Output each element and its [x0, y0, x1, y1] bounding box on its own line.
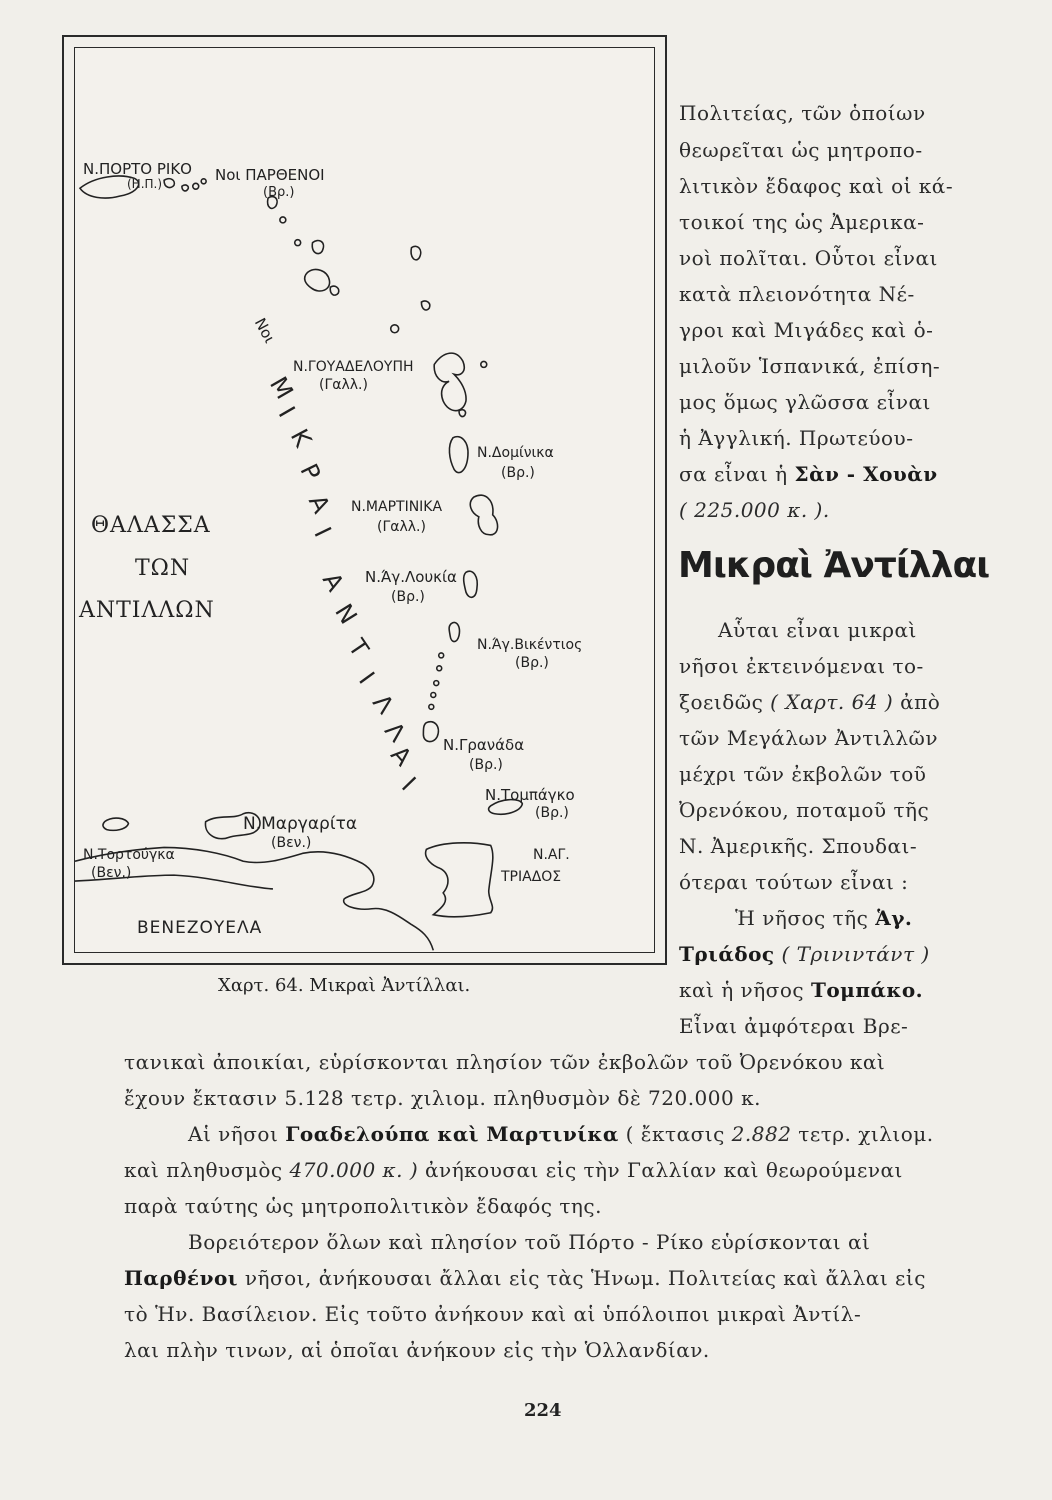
label-dominica-sub: (Βρ.): [501, 465, 535, 481]
label-porto-rico: Ν.ΠΟΡΤΟ ΡΙΚΟ: [83, 160, 192, 178]
text-line: [188, 1124, 934, 1144]
label-ag-loukia-sub: (Βρ.): [391, 589, 425, 605]
arc-letter: Ρ: [294, 459, 327, 485]
island-grenada: [423, 722, 438, 742]
label-sea-1: ΘΑΛΑΣΣΑ: [91, 513, 211, 538]
label-tortouga-sub: (Βεν.): [91, 865, 132, 881]
arc-letter: Α: [316, 567, 350, 597]
arc-letter: Τ: [342, 634, 375, 662]
text-line: κατὰ πλειονότητα Νέ-: [679, 282, 915, 306]
island-st-vincent: [449, 622, 459, 641]
capital-san-juan: Σὰν - Χουὰν: [794, 462, 938, 486]
text-line: παρὰ ταύτης ὡς μητροπολιτικὸν ἔδαφός της.: [124, 1194, 602, 1218]
text-line: μος ὅμως γλῶσσα εἶναι: [679, 390, 931, 414]
arc-letter: Ι: [308, 522, 337, 542]
text-span: καὶ πληθυσμὸς: [124, 1158, 283, 1182]
arc-letter: Λ: [379, 716, 412, 748]
text-line: [679, 944, 930, 964]
italic-number: 2.882: [731, 1122, 792, 1146]
map-caption: Χαρτ. 64. Μικραὶ Ἀντίλλαι.: [218, 975, 471, 996]
text-line: Εἶναι ἀμφότεραι Βρε-: [679, 1014, 909, 1038]
text-line: [124, 1268, 926, 1288]
map-area: [74, 47, 655, 953]
italic-number: 470.000 κ. ): [289, 1158, 419, 1182]
text-span: σα εἶναι ἡ: [679, 462, 788, 486]
text-line: γροι καὶ Μιγάδες καὶ ὁ-: [679, 318, 934, 342]
text-line: τοικοί της ὡς Ἀμερικα-: [679, 210, 925, 234]
arc-letter: Κ: [284, 424, 317, 452]
arc-letter: Α: [303, 490, 336, 518]
label-gouadeloupi: Ν.ΓΟΥΑΔΕΛΟΥΠΗ: [293, 359, 414, 375]
map-ref: ( Χαρτ. 64 ): [770, 690, 894, 714]
text-line: Ὀρενόκου, ποταμοῦ τῆς: [679, 798, 930, 822]
island-guadeloupe: [434, 353, 466, 411]
label-trinidad-sub: ΤΡΙΑΔΟΣ: [501, 869, 562, 885]
label-ag-vikentios: Ν.Άγ.Βικέντιος: [477, 637, 583, 653]
text-line: Πολιτείας, τῶν ὁποίων: [679, 101, 926, 125]
text-line: μέχρι τῶν ἐκβολῶν τοῦ: [679, 762, 927, 786]
label-ag-vikentios-sub: (Βρ.): [515, 655, 549, 671]
label-granada: Ν.Γρανάδα: [443, 736, 525, 754]
text-line: [679, 980, 923, 1000]
bold-term: Γοαδελούπα καὶ Μαρτινίκα: [285, 1122, 619, 1146]
arc-letter: Λ: [367, 688, 400, 720]
text-line: Βορειότερον ὅλων καὶ πλησίον τοῦ Πόρτο - Ρίκο εὑρίσκονται αἱ: [188, 1230, 871, 1254]
text-line: τανικαὶ ἀποικίαι, εὑρίσκονται πλησίον τῶν ἐκβολῶν τοῦ Ὀρενόκου καὶ: [124, 1050, 886, 1074]
island-antigua-group: [305, 270, 330, 291]
label-parthenoi-sub: (Βρ.): [263, 185, 295, 200]
label-nesoi: Νοι: [250, 315, 279, 347]
text-line: [735, 908, 912, 928]
arc-letter: Α: [385, 740, 418, 772]
label-martinika: Ν.ΜΑΡΤΙΝΙΚΑ: [351, 499, 443, 515]
text-line: μιλοῦν Ἱσπανικά, ἐπίση-: [679, 354, 941, 378]
text-line: τὸ Ἡν. Βασίλειον. Εἰς τοῦτο ἀνήκουν καὶ αἱ ὑπόλοιποι μικραὶ Ἀντίλ-: [124, 1302, 862, 1326]
text-span: νῆσοι, ἀνήκουσαι ἄλλαι εἰς τὰς Ἡνωμ. Πολιτείας καὶ ἄλλαι εἰς: [244, 1266, 926, 1290]
text-line: Αὗται εἶναι μικραὶ: [718, 618, 917, 642]
island-st-lucia: [464, 571, 478, 597]
island-martinique: [470, 495, 497, 535]
text-line: Ν. Ἀμερικῆς. Σπουδαι-: [679, 834, 918, 858]
text-span: τετρ. χιλιομ.: [798, 1122, 934, 1146]
text-line: [679, 464, 938, 484]
text-line: [679, 500, 830, 520]
text-line: ἡ Ἀγγλική. Πρωτεύου-: [679, 426, 914, 450]
arc-letter: Ν: [329, 598, 363, 630]
section-heading: Μικραὶ Ἀντίλλαι: [678, 545, 990, 586]
arc-letter: Μ: [264, 372, 299, 404]
text-line: λαι πλὴν τινων, αἱ ὁποῖαι ἀνήκουν εἰς τὴν Ὁλλανδίαν.: [124, 1338, 710, 1362]
text-line: νῆσοι ἐκτεινόμεναι το-: [679, 654, 924, 678]
island-virgin: [164, 179, 174, 188]
label-margarita-sub: (Βεν.): [271, 835, 312, 851]
label-tortouga: Ν.Τορτούγκα: [83, 847, 175, 863]
label-parthenoi: Νοι ΠΑΡΘΕΝΟΙ: [215, 166, 325, 184]
text-line: λιτικὸν ἔδαφος καὶ οἱ κά-: [679, 174, 954, 198]
bold-term: Τομπάκο.: [810, 978, 924, 1002]
map-figure: [62, 35, 667, 965]
label-trinidad: Ν.ΑΓ.: [533, 847, 570, 863]
text-span: καὶ ἡ νῆσος: [679, 978, 805, 1002]
label-tobago-sub: (Βρ.): [535, 805, 569, 821]
arc-letter: Ι: [272, 401, 301, 423]
label-granada-sub: (Βρ.): [469, 757, 503, 773]
label-venezuela: ΒΕΝΕΖΟΥΕΛΑ: [137, 918, 263, 938]
text-line: ότεραι τούτων εἶναι :: [679, 870, 909, 894]
island-dominica: [449, 437, 468, 473]
bold-term: Ἁγ.: [875, 906, 913, 930]
arc-letter: Ι: [353, 666, 380, 690]
text-span: Ἡ νῆσος τῆς: [735, 906, 869, 930]
text-line: νοὶ πολῖται. Οὗτοι εἶναι: [679, 246, 938, 270]
page-number: 224: [524, 1400, 562, 1421]
text-line: ἔχουν ἔκτασιν 5.128 τετρ. χιλιομ. πληθυσμὸν δὲ 720.000 κ.: [124, 1086, 761, 1110]
island-tortuga: [103, 818, 128, 830]
label-ag-loukia: Ν.Άγ.Λουκία: [365, 568, 457, 586]
island-trinidad: [426, 843, 493, 917]
text-line: [679, 692, 940, 712]
bold-term: Παρθένοι: [124, 1266, 238, 1290]
label-tobago: Ν.Τομπάγκο: [485, 786, 575, 804]
text-span: ἀνήκουσαι εἰς τὴν Γαλλίαν καὶ θεωρούμεναι: [425, 1158, 903, 1182]
label-porto-rico-sub: (Η.Π.): [127, 177, 163, 191]
label-gouadeloupi-sub: (Γαλλ.): [319, 377, 368, 393]
text-span: Αἱ νῆσοι: [188, 1122, 279, 1146]
label-sea-3: ΑΝΤΙΛΛΩΝ: [79, 598, 215, 623]
text-line: θεωρεῖται ὡς μητροπο-: [679, 138, 923, 162]
text-line: τῶν Μεγάλων Ἀντιλλῶν: [679, 726, 939, 750]
italic-term: ( Τρινιντάντ ): [781, 942, 930, 966]
population-san-juan: ( 225.000 κ. ).: [679, 498, 830, 522]
text-line: [124, 1160, 903, 1180]
bold-term: Τριάδος: [679, 942, 775, 966]
arc-letter: Ι: [396, 771, 422, 797]
text-span: ( ἔκτασις: [625, 1122, 725, 1146]
label-martinika-sub: (Γαλλ.): [377, 519, 426, 535]
label-sea-2: ΤΩΝ: [135, 556, 191, 581]
text-span: ξοειδῶς: [679, 690, 764, 714]
label-dominica: Ν.Δομίνικα: [477, 445, 554, 461]
label-margarita: Ν.Μαργαρίτα: [243, 814, 358, 834]
text-span: ἀπὸ: [900, 690, 941, 714]
